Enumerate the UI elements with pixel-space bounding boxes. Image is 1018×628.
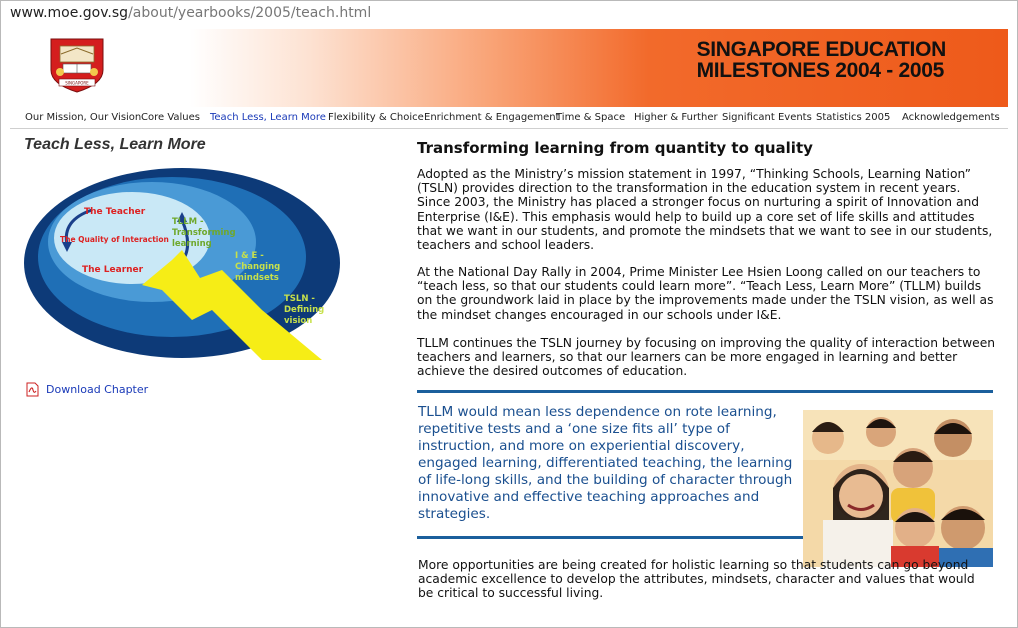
tllm-quote: TLLM would mean less dependence on rote learning, repetitive tests and a ‘one size fits all’ type of instruction, and more on experiential discovery, engaged learning, differentiated teaching, the learning of life-long skills, and the building of character through innovative and effective teaching approaches and strategies. — [418, 404, 793, 522]
nav-flexibility-choice[interactable]: Flexibility & Choice — [328, 112, 424, 123]
pdf-icon — [25, 382, 40, 397]
url-path: /about/yearbooks/2005/teach.html — [128, 5, 372, 21]
label-tllm-2: Transforming — [172, 228, 236, 238]
url-host: www.moe.gov.sg — [10, 5, 129, 21]
banner-title-line2: MILESTONES 2004 - 2005 — [696, 59, 945, 82]
tllm-diagram — [22, 160, 342, 360]
label-learner: The Learner — [82, 265, 144, 275]
crest-caption: SINGAPORE — [65, 80, 89, 86]
download-chapter-link[interactable] — [25, 382, 148, 397]
nav-statistics-2005[interactable]: Statistics 2005 — [816, 112, 891, 123]
label-tllm-3: learning — [172, 239, 212, 249]
divider-top — [417, 390, 993, 393]
divider-bottom — [417, 536, 803, 539]
label-interaction: The Quality of Interaction — [60, 235, 169, 244]
closing-text: More opportunities are being created for holistic learning so that students can go beyond academic excellence to develop the attributes, mindsets, character and values that would be critical to successful living. — [418, 558, 975, 601]
closing-paragraph — [418, 558, 993, 601]
page-title: Transforming learning from quantity to quality — [417, 139, 813, 157]
banner-title-line1: SINGAPORE EDUCATION — [696, 38, 946, 61]
top-navigation — [10, 109, 1008, 129]
students-photo — [803, 410, 993, 567]
label-tsln-2: Defining — [284, 305, 325, 315]
download-chapter-label: Download Chapter — [46, 383, 149, 396]
banner-title — [697, 39, 946, 81]
paragraph-1: Adopted as the Ministry’s mission statement in 1997, “Thinking Schools, Learning Nation” (TSLN) provides direction to the transformation in the education system in recent years. Since 2003, the Ministry has placed a stronger focus on nurturing a spirit of Innovation and Enterprise (I&E). This emphasis would help to build up a core set of life skills and attitudes that we want in our students, and promote the mindsets that we want to see in our students, teachers and school leaders. — [417, 167, 993, 253]
paragraph-3: TLLM continues the TSLN journey by focusing on improving the quality of interaction between teachers and learners, so that our learners can be more engaged in learning and better achieve the desired outcomes of education. — [417, 336, 996, 379]
nav-higher-further[interactable]: Higher & Further — [634, 112, 718, 123]
label-ie-3: mindsets — [235, 273, 279, 283]
label-tsln-1: TSLN - — [284, 294, 315, 304]
label-tsln-3: vision — [284, 316, 313, 326]
address-bar[interactable] — [10, 5, 371, 21]
moe-crest-logo[interactable] — [47, 36, 107, 94]
section-title: Teach Less, Learn More — [24, 136, 206, 153]
nav-teach-less-learn-more[interactable]: Teach Less, Learn More — [210, 112, 326, 123]
nav-our-mission[interactable]: Our Mission, Our Vision — [25, 112, 142, 123]
label-teacher: The Teacher — [84, 207, 146, 217]
paragraph-2: At the National Day Rally in 2004, Prime Minister Lee Hsien Loong called on our teachers to “teach less, so that our students could learn more”. “Teach Less, Learn More” (TLLM) builds on the groundwork laid in place by the improvements made under the TSLN vision, as well as the mindset changes encouraged in our schools under I&E. — [417, 265, 994, 322]
nav-acknowledgements[interactable]: Acknowledgements — [902, 112, 1000, 123]
nav-time-space[interactable]: Time & Space — [556, 112, 626, 123]
label-ie-2: Changing — [235, 262, 281, 272]
label-tllm-1: TLLM - — [172, 217, 204, 227]
label-ie-1: I & E - — [235, 251, 264, 261]
header-banner — [10, 29, 1008, 107]
nav-enrichment-engagement[interactable]: Enrichment & Engagement — [424, 112, 560, 123]
nav-significant-events[interactable]: Significant Events — [722, 112, 812, 123]
nav-core-values[interactable]: Core Values — [141, 112, 200, 123]
